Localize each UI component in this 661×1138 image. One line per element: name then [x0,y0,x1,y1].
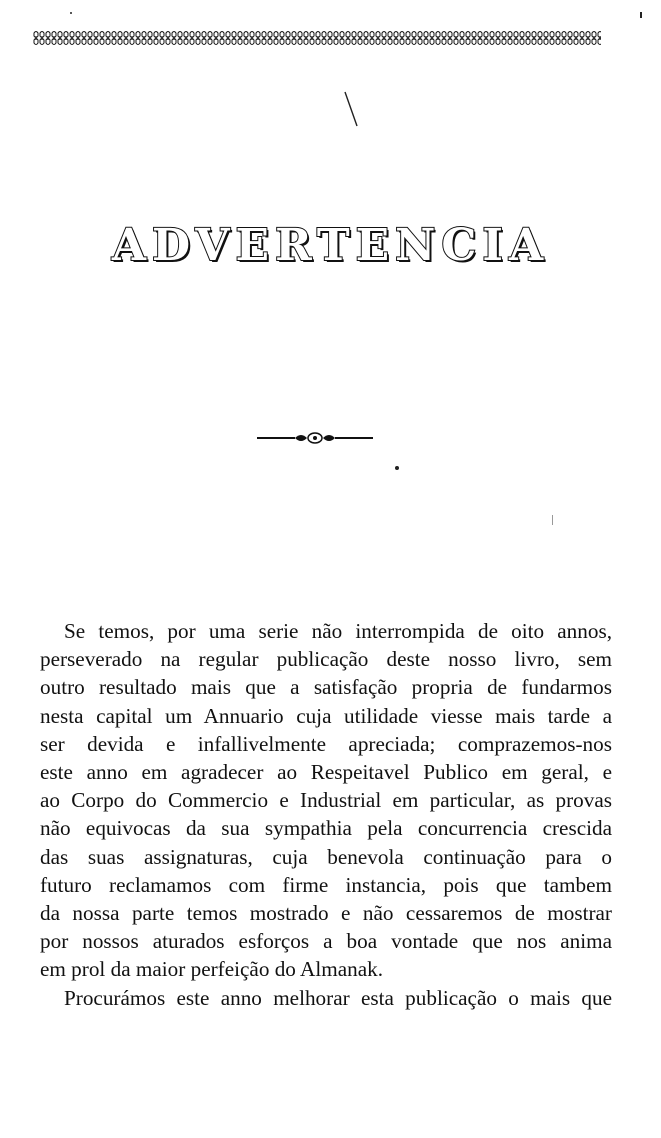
text-line: das suas assignaturas, cuja benevola continuação para o [40,844,612,869]
text-line: por nossos aturados esforços a boa vontade que nos anima [40,929,612,954]
decorative-ornament [255,430,375,446]
stray-mark [342,90,362,130]
text-line: Se temos, por uma serie não interrompida de oito annos, [64,619,612,643]
ink-speck [70,12,72,14]
text-line: nesta capital um Annuario cuja utilidade viesse mais tarde a [40,703,612,728]
paragraph [40,617,612,984]
page-heading: ADVERTENCIA [111,220,550,271]
ink-speck [552,515,553,525]
text-line: não equivocas da sua sympathia pela concurrencia crescida [40,816,612,841]
text-line: este anno em agradecer ao Respeitavel Publico em geral, e [40,760,612,785]
ink-speck [395,466,399,470]
body-text [40,617,612,1012]
paragraph [40,984,612,1012]
text-line: Procurámos este anno melhorar esta publicação o mais que [64,985,612,1010]
text-line: em prol da maior perfeição do Almanak. [40,957,383,982]
text-line: ao Corpo do Commercio e Industrial em particular, as provas [40,788,612,813]
text-line: da nossa parte temos mostrado e não cessaremos de mostrar [40,901,612,926]
text-line: futuro reclamamos com firme instancia, pois que tambem [40,872,612,897]
text-line: ser devida e infallivelmente apreciada; comprazemos-nos [40,731,612,756]
text-line: perseverado na regular publicação deste nosso livro, sem [40,647,612,672]
top-ornamental-border [33,30,601,46]
page-heading-block [0,220,661,271]
ink-speck [640,12,642,18]
text-line: outro resultado mais que a satisfação propria de fundarmos [40,675,612,700]
